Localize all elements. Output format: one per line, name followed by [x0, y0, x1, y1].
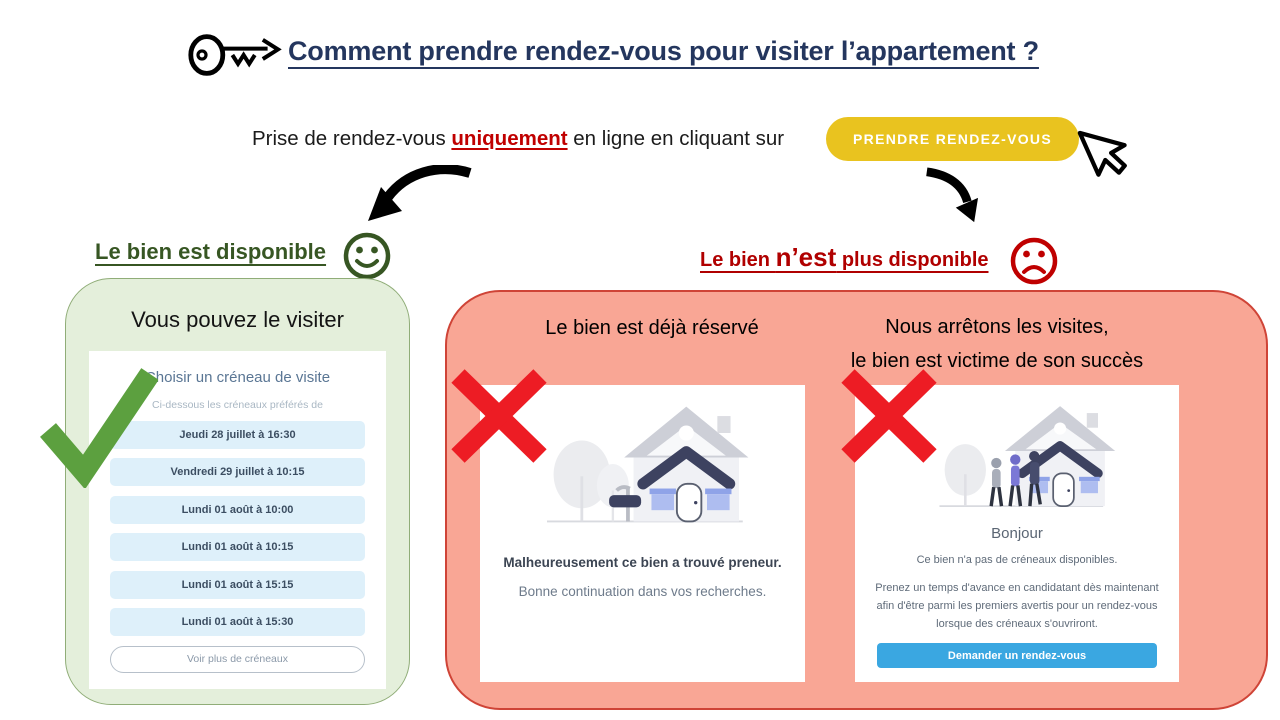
slot-button[interactable]: Lundi 01 août à 15:15	[110, 571, 365, 599]
house-for-sale-illustration	[523, 401, 763, 529]
cursor-arrow-icon	[1067, 106, 1158, 192]
unavailable-panel	[445, 290, 1268, 710]
intro-text	[252, 127, 784, 151]
reserved-message-bold: Malheureusement ce bien a trouvé preneur.	[503, 555, 782, 570]
advance-application-text: Prenez un temps d'avance en candidatant dès maintenant afin d'être parmi les premiers avertis pour un rendez-vous lorsque des créneaux s'ouvriront.	[875, 582, 1159, 631]
green-checkmark-icon	[40, 364, 158, 488]
slot-card-title: Choisir un créneau de visite	[144, 369, 331, 386]
greeting-text: Bonjour	[991, 525, 1043, 542]
arrow-to-unavailable	[918, 167, 982, 225]
intro-prefix: Prise de rendez-vous	[252, 127, 452, 150]
available-panel	[65, 278, 410, 705]
intro-emphasis: uniquement	[451, 127, 568, 150]
slot-button[interactable]: Lundi 01 août à 10:15	[110, 533, 365, 561]
unavailable-label-suffix: plus disponible	[836, 249, 989, 271]
available-panel-title: Vous pouvez le visiter	[131, 307, 344, 332]
prendre-rendez-vous-button[interactable]: PRENDRE RENDEZ-VOUS	[826, 117, 1079, 161]
reserved-heading: Le bien est déjà réservé	[545, 317, 759, 339]
red-cross-icon	[450, 368, 548, 464]
intro-suffix: en ligne en cliquant sur	[567, 127, 785, 150]
stopped-heading-line1: Nous arrêtons les visites,	[885, 316, 1109, 338]
unavailable-label-emphasis: n’est	[775, 242, 837, 272]
sad-face-icon	[1008, 235, 1060, 287]
reserved-message: Bonne continuation dans vos recherches.	[518, 584, 767, 599]
unavailable-label	[700, 242, 989, 273]
key-icon	[186, 28, 282, 82]
slot-button[interactable]: Jeudi 28 juillet à 16:30	[110, 421, 365, 449]
demander-rendez-vous-button[interactable]: Demander un rendez-vous	[877, 643, 1157, 668]
stopped-heading-line2: le bien est victime de son succès	[850, 350, 1144, 372]
house-with-visitors-illustration	[912, 401, 1122, 513]
arrow-to-available	[362, 165, 474, 225]
no-slots-text: Ce bien n'a pas de créneaux disponibles.	[916, 554, 1118, 566]
unavailable-label-prefix: Le bien	[700, 249, 776, 271]
more-slots-button[interactable]: Voir plus de créneaux	[110, 646, 365, 673]
slot-button[interactable]: Lundi 01 août à 15:30	[110, 608, 365, 636]
page-title: Comment prendre rendez-vous pour visiter l’appartement ?	[288, 36, 1039, 66]
slot-card-subtitle: Ci-dessous les créneaux préférés de	[151, 399, 323, 411]
red-cross-icon	[840, 368, 938, 464]
available-label: Le bien est disponible	[95, 239, 327, 264]
happy-face-icon	[341, 230, 393, 282]
slot-button[interactable]: Lundi 01 août à 10:00	[110, 496, 365, 524]
slot-button[interactable]: Vendredi 29 juillet à 10:15	[110, 458, 365, 486]
